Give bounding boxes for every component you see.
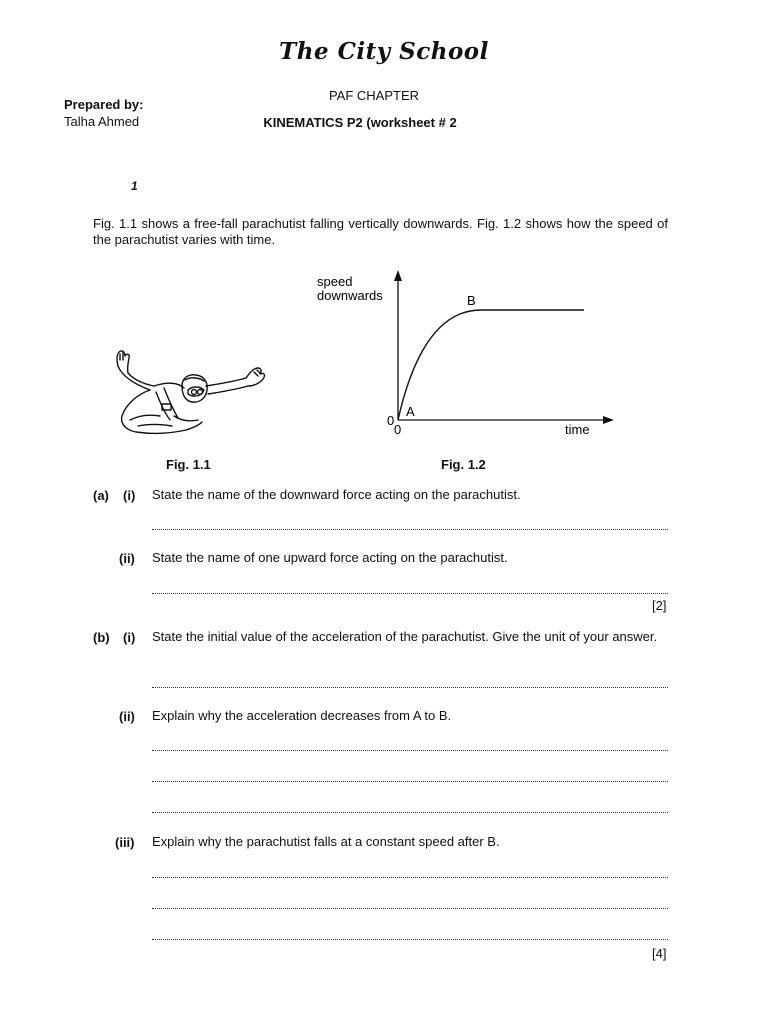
y-axis-arrow: [394, 270, 402, 281]
part-a-ii-label: (ii): [119, 551, 135, 566]
part-b-iii-text: Explain why the parachutist falls at a constant speed after B.: [152, 834, 500, 849]
x-axis-label: time: [565, 422, 590, 437]
part-a-i-text: State the name of the downward force acting on the parachutist.: [152, 487, 521, 502]
origin-y-label: 0: [387, 413, 395, 428]
prepared-by-label: Prepared by:: [64, 97, 144, 112]
question-intro: Fig. 1.1 shows a free-fall parachutist falling vertically downwards. Fig. 1.2 shows how the speed of the parachutist varies with time.: [93, 216, 668, 247]
part-b-marks: [4]: [652, 946, 667, 961]
part-b-ii-label: (ii): [119, 709, 135, 724]
answer-line-b-iii-1[interactable]: [152, 876, 668, 878]
chapter-heading: PAF CHAPTER: [328, 88, 420, 103]
school-title: The City School: [279, 38, 489, 65]
worksheet-title: KINEMATICS P2 (worksheet # 2: [263, 115, 457, 130]
speed-time-graph: [310, 266, 630, 446]
x-axis-arrow: [603, 416, 614, 424]
fig-1-2-caption: Fig. 1.2: [441, 457, 486, 472]
answer-line-a-i[interactable]: [152, 528, 668, 530]
answer-line-b-iii-2[interactable]: [152, 907, 668, 909]
speed-curve: [398, 310, 584, 420]
answer-line-b-i[interactable]: [152, 686, 668, 688]
part-b-i-text: State the initial value of the acceleration of the parachutist. Give the unit of your answer.: [152, 629, 658, 644]
part-b-i-label: (i): [123, 630, 136, 645]
part-a-i-label: (i): [123, 488, 136, 503]
answer-line-b-ii-2[interactable]: [152, 780, 668, 782]
answer-line-b-iii-3[interactable]: [152, 938, 668, 940]
point-b-label: B: [467, 293, 476, 308]
answer-line-b-ii-1[interactable]: [152, 749, 668, 751]
part-b-label: (b): [93, 630, 110, 645]
origin-x-label: 0: [394, 422, 402, 437]
answer-line-a-ii[interactable]: [152, 592, 668, 594]
y-axis-label-line1: speed: [317, 274, 353, 289]
part-a-ii-text: State the name of one upward force acting on the parachutist.: [152, 550, 508, 565]
part-a-label: (a): [93, 488, 109, 503]
part-a-marks: [2]: [652, 598, 667, 613]
fig-1-1-caption: Fig. 1.1: [166, 457, 211, 472]
part-b-ii-text: Explain why the acceleration decreases from A to B.: [152, 708, 452, 723]
prepared-by-name: Talha Ahmed: [64, 114, 140, 129]
point-a-label: A: [406, 404, 415, 419]
y-axis-label-line2: downwards: [317, 288, 383, 303]
answer-line-b-ii-3[interactable]: [152, 811, 668, 813]
parachutist-illustration: [108, 346, 273, 441]
question-number: 1: [131, 179, 138, 193]
part-b-iii-label: (iii): [115, 835, 135, 850]
